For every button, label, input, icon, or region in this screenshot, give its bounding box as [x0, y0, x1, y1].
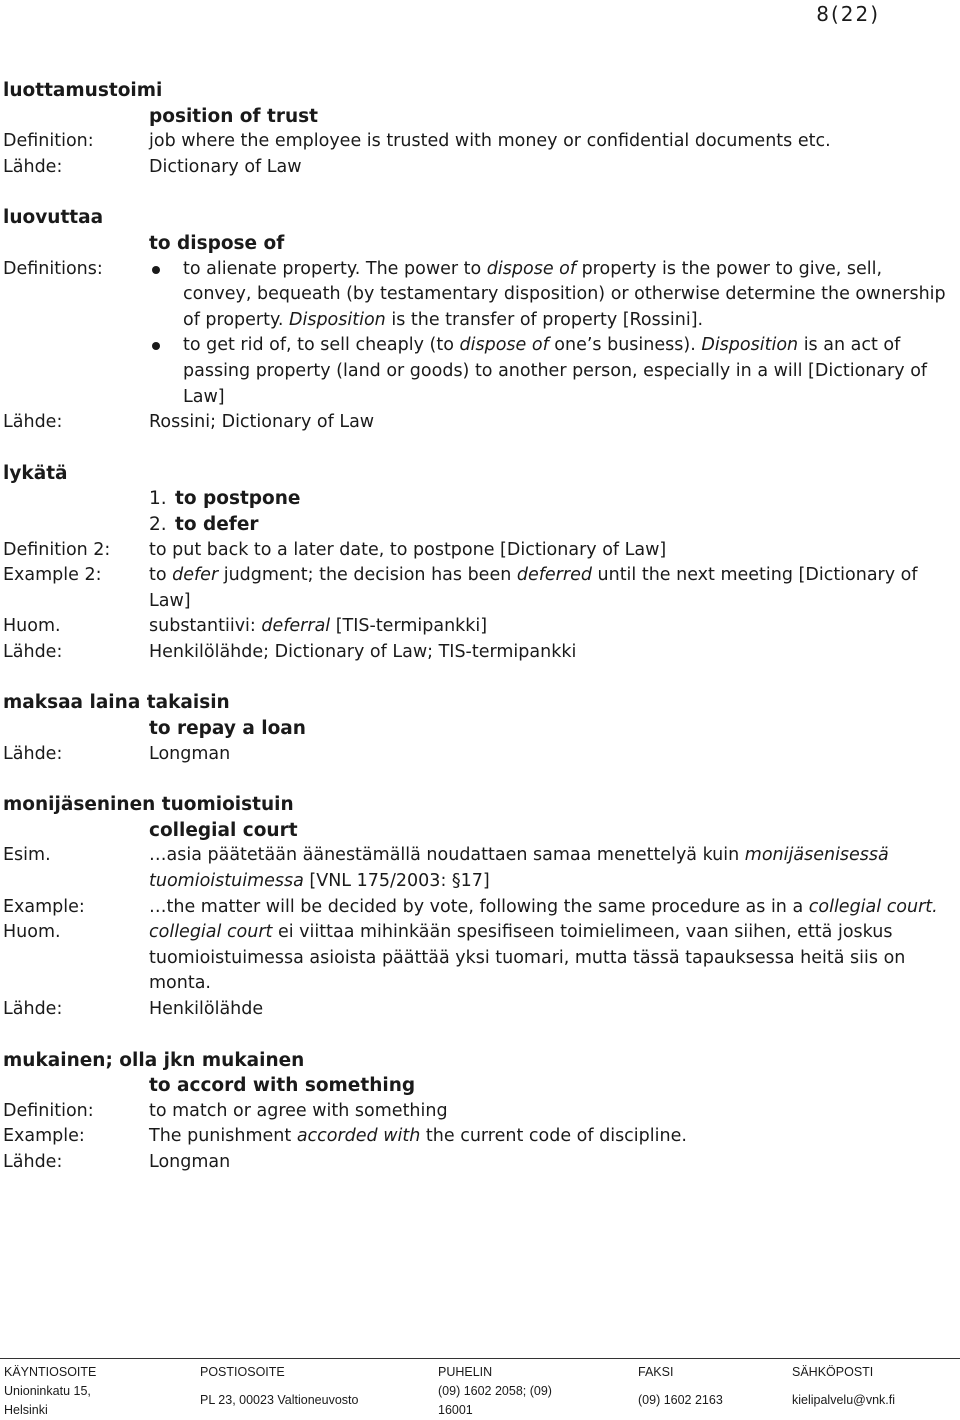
entry-equivalent: 2. to defer	[149, 513, 259, 535]
definition-label: Definition:	[3, 131, 94, 152]
example-label: Example:	[3, 896, 85, 917]
glossary-entry	[3, 78, 953, 180]
source-text: Longman	[149, 1151, 231, 1172]
footer-email	[792, 1363, 895, 1410]
example-text: …the matter will be decided by vote, following the same procedure as in a collegial court.	[149, 896, 938, 917]
footer-value: 16001	[438, 1403, 473, 1417]
source-label: Lähde:	[3, 1151, 63, 1172]
note-text: collegial court ei viittaa mihinkään spesifiseen toimielimeen, vaan siihen, että joskus tuomioistuimessa asioista päättää yksi tuomari, mutta tässä tapauksessa heitä siis on monta.	[149, 922, 906, 994]
source-text: Henkilölähde; Dictionary of Law; TIS-termipankki	[149, 641, 577, 662]
glossary-entry	[3, 690, 953, 767]
entry-equivalent: to accord with something	[149, 1075, 416, 1097]
footer-fax	[638, 1363, 723, 1410]
entry-term: luottamustoimi	[3, 80, 163, 101]
email-link[interactable]: kielipalvelu@vnk.fi	[792, 1393, 896, 1407]
entry-term: lykätä	[3, 462, 68, 484]
example-text: The punishment accorded with the current code of discipline.	[149, 1126, 687, 1147]
source-text: Rossini; Dictionary of Law	[149, 412, 375, 433]
source-text: Henkilölähde	[149, 999, 264, 1019]
footer-phone	[438, 1363, 552, 1420]
source-text: Longman	[149, 743, 231, 764]
footer-visiting-address	[4, 1363, 96, 1420]
footer-label: KÄYNTIOSOITE	[4, 1365, 97, 1379]
definition-text: to alienate property. The power to dispose of property is the power to give, sell, convey, bequeath (by testamentary disposition) or otherwise determine the ownership of property. Disposition is the transfer of property [Rossini].	[183, 258, 946, 330]
footer-value: Helsinki	[4, 1403, 48, 1417]
definition-bullet	[149, 257, 953, 334]
footer-value: Unioninkatu 15,	[4, 1384, 91, 1398]
definition-text: to get rid of, to sell cheaply (to dispose of one’s business). Disposition is an act of passing property (land or goods) to another person, especially in a will [Dictionary of Law]	[183, 335, 928, 407]
definition-text: to match or agree with something	[149, 1100, 448, 1121]
entry-equivalent: to repay a loan	[149, 718, 306, 740]
example-label: Example 2:	[3, 565, 102, 586]
glossary-entries	[3, 78, 953, 1201]
footer-value: (09) 1602 2058; (09)	[438, 1384, 552, 1398]
entry-term: monijäseninen tuomioistuin	[3, 794, 294, 816]
footer-value: (09) 1602 2163	[638, 1393, 723, 1407]
definition-text: job where the employee is trusted with money or confidential documents etc.	[149, 131, 831, 152]
source-text: Dictionary of Law	[149, 156, 302, 177]
page-footer	[0, 1358, 960, 1415]
example-label: Example:	[3, 1126, 85, 1147]
footer-label: SÄHKÖPOSTI	[792, 1365, 874, 1379]
note-label: Huom.	[3, 616, 61, 637]
source-label: Lähde:	[3, 412, 63, 433]
definitions-label: Definitions:	[3, 258, 103, 279]
example-text: to defer judgment; the decision has been deferred until the next meeting [Dictionary of Law]	[149, 565, 918, 611]
source-label: Lähde:	[3, 156, 63, 177]
footer-postal-address	[200, 1363, 358, 1410]
source-label: Lähde:	[3, 999, 63, 1019]
source-label: Lähde:	[3, 743, 63, 764]
footer-label: POSTIOSOITE	[200, 1365, 285, 1379]
footer-label: FAKSI	[638, 1365, 674, 1379]
note-label: Huom.	[3, 922, 61, 943]
footer-value: PL 23, 00023 Valtioneuvosto	[200, 1393, 359, 1407]
glossary-entry	[3, 792, 953, 1022]
bullet-icon	[149, 333, 183, 410]
note-text: substantiivi: deferral [TIS-termipankki]	[149, 616, 488, 637]
glossary-entry	[3, 461, 953, 666]
entry-term: mukainen; olla jkn mukainen	[3, 1049, 305, 1071]
entry-term: luovuttaa	[3, 207, 104, 229]
page-number: 8(22)	[816, 2, 880, 26]
entry-equivalent: collegial court	[149, 819, 298, 841]
entry-equivalent: to dispose of	[149, 232, 285, 254]
entry-equivalent: position of trust	[149, 105, 319, 127]
entry-equivalent: 1. to postpone	[149, 488, 301, 510]
source-label: Lähde:	[3, 641, 63, 662]
bullet-icon	[149, 257, 183, 334]
definition-label: Definition:	[3, 1100, 94, 1121]
example-fi-label: Esim.	[3, 845, 51, 866]
glossary-entry	[3, 1048, 953, 1176]
definition-text: to put back to a later date, to postpone [Dictionary of Law]	[149, 539, 667, 560]
glossary-entry	[3, 205, 953, 435]
definition-label: Definition 2:	[3, 539, 111, 560]
definition-bullet	[149, 333, 953, 410]
footer-label: PUHELIN	[438, 1365, 493, 1379]
example-fi-text: …asia päätetään äänestämällä noudattaen samaa menettelyä kuin monijäsenisessä tuomioistuimessa [VNL 175/2003: §17]	[149, 845, 889, 892]
entry-term: maksaa laina takaisin	[3, 692, 230, 714]
